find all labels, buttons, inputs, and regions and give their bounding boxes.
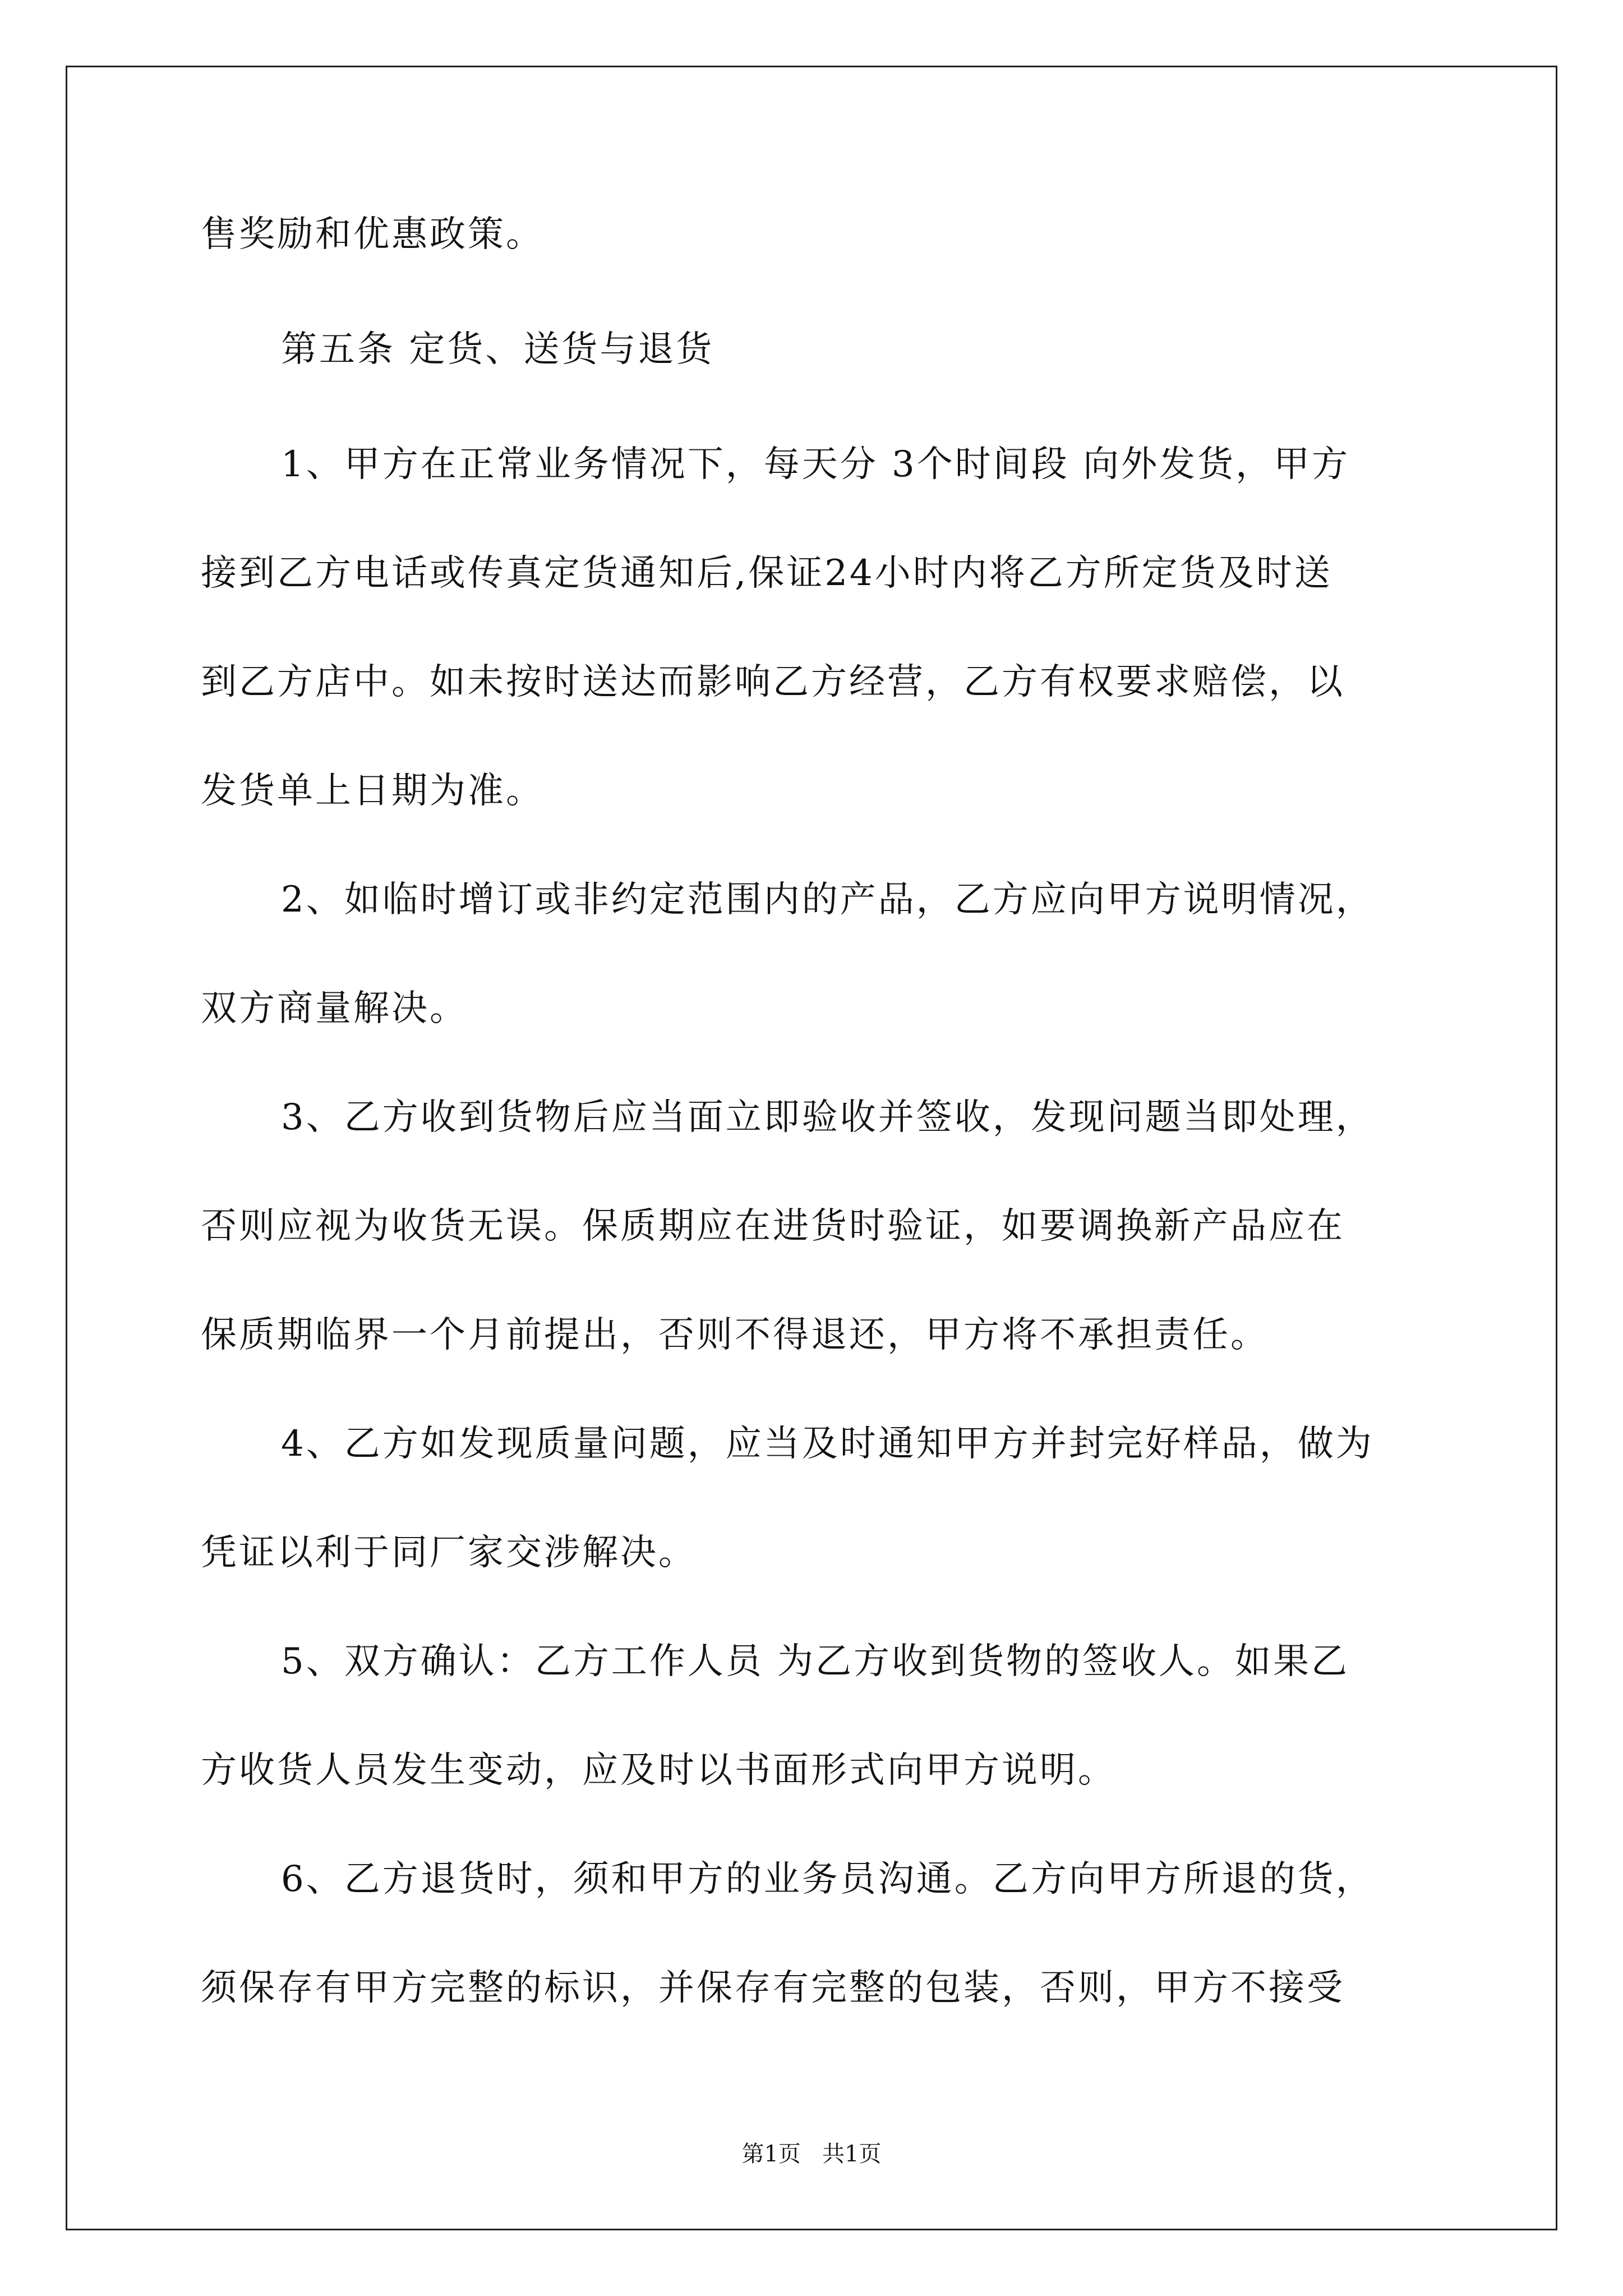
text-line: 2、如临时增订或非约定范围内的产品，乙方应向甲方说明情况， — [281, 879, 1374, 921]
page-number-footer: 第1页 共1页 — [741, 2141, 882, 2167]
text-line: 3、乙方收到货物后应当面立即验收并签收，发现问题当即处理， — [281, 1097, 1374, 1138]
text-line: 接到乙方电话或传真定货通知后,保证24小时内将乙方所定货及时送 — [201, 553, 1332, 594]
text-line: 保质期临界一个月前提出，否则不得退还，甲方将不承担责任。 — [201, 1314, 1269, 1356]
text-line: 4、乙方如发现质量问题，应当及时通知甲方并封完好样品，做为 — [281, 1423, 1374, 1465]
text-line: 发货单上日期为准。 — [201, 770, 544, 812]
text-line: 6、乙方退货时，须和甲方的业务员沟通。乙方向甲方所退的货， — [281, 1858, 1374, 1900]
text-line: 凭证以利于同厂家交涉解决。 — [201, 1532, 697, 1573]
text-line: 售奖励和优惠政策。 — [201, 214, 544, 255]
page-border — [66, 66, 1557, 2230]
text-line: 1、甲方在正常业务情况下，每天分 3个时间段 向外发货，甲方 — [281, 444, 1350, 485]
text-line: 到乙方店中。如未按时送达而影响乙方经营，乙方有权要求赔偿，以 — [201, 661, 1345, 703]
text-line: 5、双方确认：乙方工作人员 为乙方收到货物的签收人。如果乙 — [281, 1641, 1350, 1682]
text-line: 双方商量解决。 — [201, 988, 468, 1029]
text-line: 否则应视为收货无误。保质期应在进货时验证，如要调换新产品应在 — [201, 1205, 1345, 1247]
text-line: 方收货人员发生变动，应及时以书面形式向甲方说明。 — [201, 1750, 1116, 1791]
article-heading: 第五条 定货、送货与退货 — [281, 329, 714, 370]
text-line: 须保存有甲方完整的标识，并保存有完整的包装，否则，甲方不接受 — [201, 1967, 1345, 2009]
